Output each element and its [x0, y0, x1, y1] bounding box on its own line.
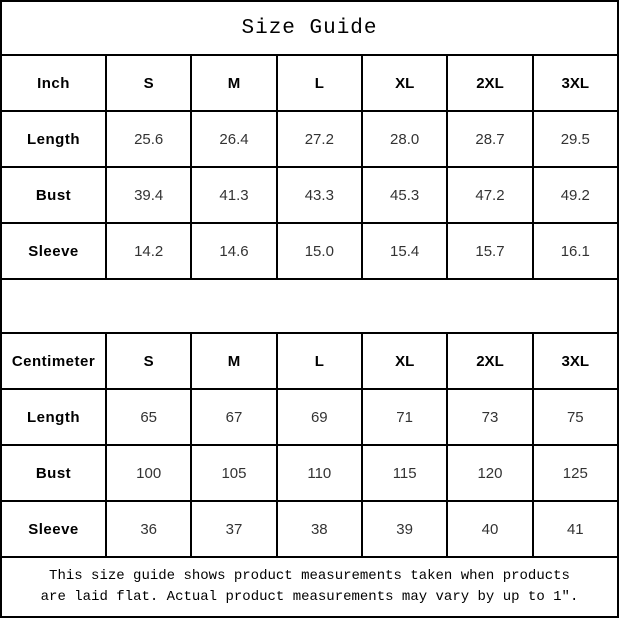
size-header-cell: M	[192, 56, 277, 110]
size-value-cell: 120	[448, 446, 533, 500]
size-value-cell: 47.2	[448, 168, 533, 222]
size-value-cell: 36	[107, 502, 192, 556]
note-line-2: are laid flat. Actual product measurements may vary by up to 1″.	[40, 589, 579, 605]
size-header-cell: 3XL	[561, 74, 590, 92]
size-header-cell: XL	[363, 56, 448, 110]
size-value-cell: 39	[363, 502, 448, 556]
size-value-cell: 16.1	[560, 242, 590, 260]
size-value-cell: 49.2	[560, 186, 590, 204]
size-value-cell: 43.3	[278, 168, 363, 222]
size-value-cell: 14.2	[107, 224, 192, 278]
size-value-cell: 26.4	[192, 112, 277, 166]
size-value-cell: 39.4	[107, 168, 192, 222]
cm-table-header-row	[2, 334, 617, 390]
size-value-cell: 38	[278, 502, 363, 556]
size-guide-note	[2, 558, 617, 616]
cm-sleeve-row	[2, 502, 617, 558]
size-value-cell: 41.3	[192, 168, 277, 222]
size-header-cell: M	[192, 334, 277, 388]
size-header-cell: XL	[363, 334, 448, 388]
size-guide-title: Size Guide	[241, 16, 378, 40]
cm-bust-row	[2, 446, 617, 502]
size-value-cell: 15.0	[278, 224, 363, 278]
size-value-cell: 14.6	[192, 224, 277, 278]
size-value-cell: 45.3	[363, 168, 448, 222]
row-label: Bust	[2, 168, 107, 222]
unit-header-cell: Inch	[2, 56, 107, 110]
size-header-cell: 2XL	[448, 334, 533, 388]
size-value-cell: 15.7	[448, 224, 533, 278]
size-header-cell: S	[107, 334, 192, 388]
size-value-cell: 125	[562, 464, 588, 482]
size-value-cell: 115	[363, 446, 448, 500]
size-value-cell: 100	[107, 446, 192, 500]
note-line-1: This size guide shows product measurements taken when products	[49, 568, 570, 584]
size-value-cell: 28.0	[363, 112, 448, 166]
title-row	[2, 2, 617, 56]
size-header-cell: S	[107, 56, 192, 110]
size-value-cell: 73	[448, 390, 533, 444]
size-value-cell: 41	[566, 520, 584, 538]
row-label: Length	[2, 112, 107, 166]
inch-table-header-row	[2, 56, 617, 112]
size-value-cell: 25.6	[107, 112, 192, 166]
size-value-cell: 15.4	[363, 224, 448, 278]
inch-sleeve-row	[2, 224, 617, 280]
size-value-cell: 29.5	[560, 130, 590, 148]
size-header-cell: 2XL	[448, 56, 533, 110]
size-value-cell: 71	[363, 390, 448, 444]
size-value-cell: 27.2	[278, 112, 363, 166]
row-label: Length	[2, 390, 107, 444]
inch-bust-row	[2, 168, 617, 224]
size-value-cell: 37	[192, 502, 277, 556]
cm-length-row	[2, 390, 617, 446]
size-value-cell: 110	[278, 446, 363, 500]
size-header-cell: L	[278, 334, 363, 388]
row-label: Sleeve	[2, 224, 107, 278]
size-value-cell: 28.7	[448, 112, 533, 166]
size-value-cell: 105	[192, 446, 277, 500]
row-label: Sleeve	[2, 502, 107, 556]
size-value-cell: 67	[192, 390, 277, 444]
size-value-cell: 75	[566, 408, 584, 426]
size-value-cell: 65	[107, 390, 192, 444]
size-header-cell: 3XL	[561, 352, 590, 370]
inch-length-row	[2, 112, 617, 168]
table-spacer	[2, 280, 617, 334]
size-header-cell: L	[278, 56, 363, 110]
size-value-cell: 69	[278, 390, 363, 444]
row-label: Bust	[2, 446, 107, 500]
size-value-cell: 40	[448, 502, 533, 556]
unit-header-cell: Centimeter	[2, 334, 107, 388]
